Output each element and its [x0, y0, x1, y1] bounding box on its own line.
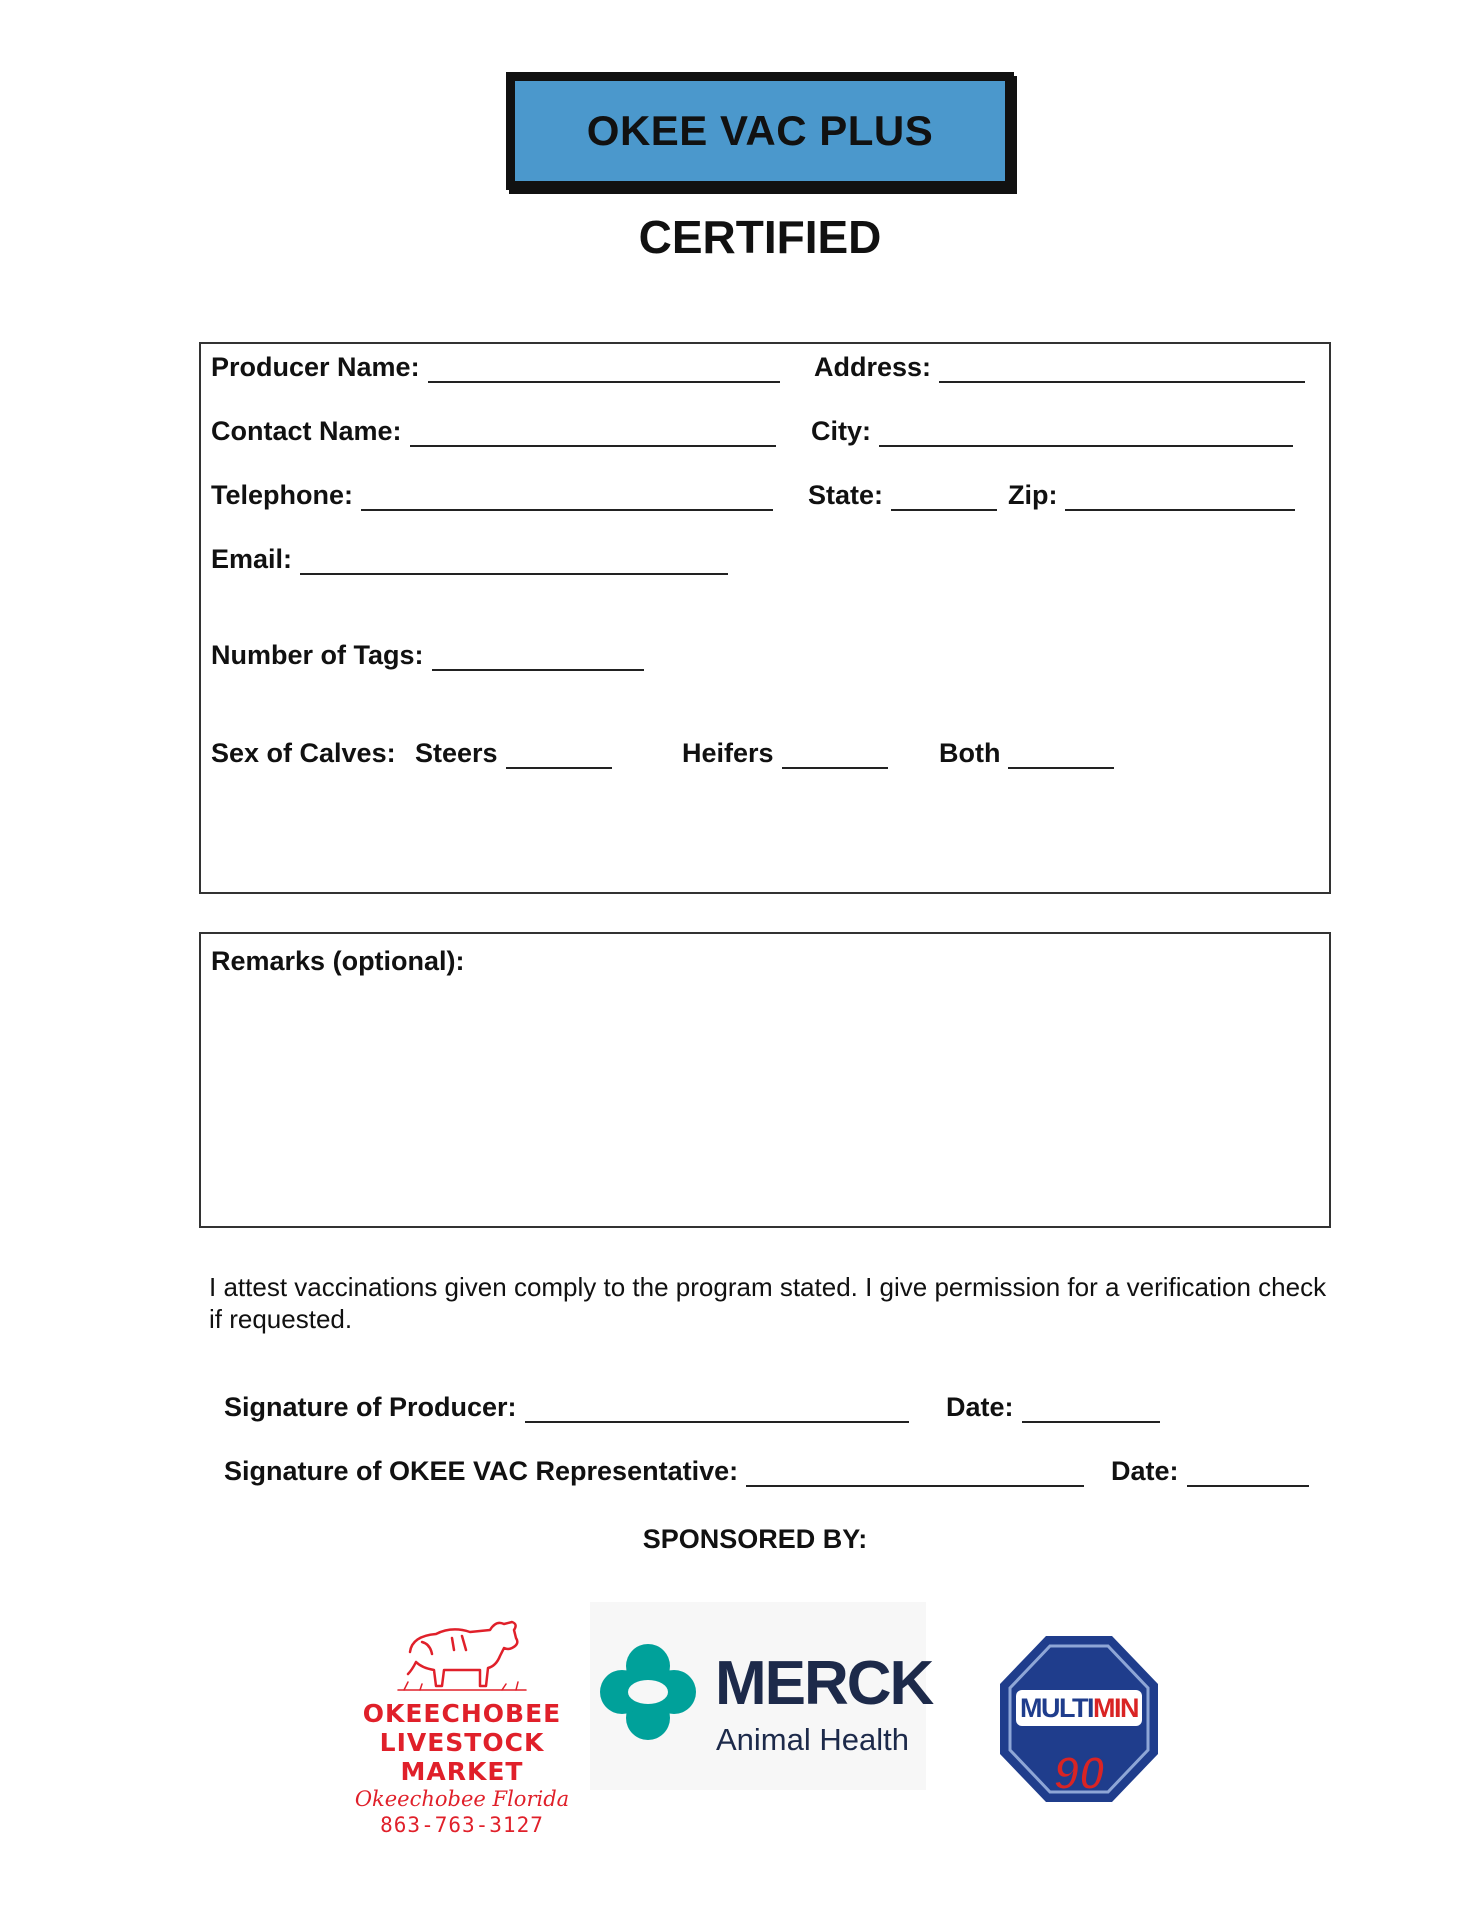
- telephone-field[interactable]: [211, 480, 773, 511]
- remarks-box[interactable]: [199, 932, 1331, 1228]
- both-field[interactable]: [939, 738, 1114, 769]
- multimin-90-logo: [994, 1632, 1164, 1812]
- steers-field[interactable]: [415, 738, 612, 769]
- multimin-name-part1: MULTI: [1020, 1693, 1093, 1723]
- heifers-label: Heifers: [682, 738, 774, 768]
- email-label: Email:: [211, 544, 293, 574]
- merck-name: MERCK: [715, 1649, 933, 1718]
- remarks-label: Remarks (optional):: [211, 946, 465, 976]
- zip-line[interactable]: [1065, 487, 1295, 511]
- program-title-banner: [506, 72, 1014, 190]
- steers-line[interactable]: [506, 745, 612, 769]
- sex-of-calves-label: Sex of Calves:: [211, 738, 396, 768]
- producer-signature-field[interactable]: [224, 1392, 909, 1423]
- representative-date-line[interactable]: [1187, 1463, 1309, 1487]
- okeechobee-livestock-logo: [346, 1614, 578, 1837]
- representative-signature-label: Signature of OKEE VAC Representative:: [224, 1456, 739, 1486]
- number-of-tags-field[interactable]: [211, 640, 644, 671]
- city-line[interactable]: [879, 423, 1293, 447]
- steers-label: Steers: [415, 738, 498, 768]
- address-label: Address:: [814, 352, 932, 382]
- okeechobee-line1: OKEECHOBEE: [362, 1699, 562, 1728]
- representative-signature-line[interactable]: [746, 1463, 1084, 1487]
- state-label: State:: [808, 480, 884, 510]
- producer-name-label: Producer Name:: [211, 352, 420, 382]
- representative-date-field[interactable]: [1111, 1456, 1309, 1487]
- producer-date-line[interactable]: [1022, 1399, 1160, 1423]
- sponsored-by-heading: SPONSORED BY:: [642, 1524, 868, 1554]
- producer-signature-label: Signature of Producer:: [224, 1392, 517, 1422]
- contact-name-label: Contact Name:: [211, 416, 402, 446]
- both-label: Both: [939, 738, 1001, 768]
- program-title: OKEE VAC PLUS: [586, 107, 934, 154]
- city-field[interactable]: [811, 416, 1293, 447]
- representative-date-label: Date:: [1111, 1456, 1179, 1486]
- okeechobee-line3: MARKET: [400, 1757, 524, 1786]
- email-field[interactable]: [211, 544, 728, 575]
- producer-signature-line[interactable]: [525, 1399, 909, 1423]
- number-of-tags-label: Number of Tags:: [211, 640, 424, 670]
- multimin-label: [1016, 1690, 1142, 1726]
- email-line[interactable]: [300, 551, 728, 575]
- address-field[interactable]: [814, 352, 1305, 383]
- multimin-number: 90: [1053, 1747, 1105, 1799]
- state-field[interactable]: [808, 480, 997, 511]
- both-line[interactable]: [1008, 745, 1114, 769]
- state-line[interactable]: [891, 487, 997, 511]
- producer-info-box: [199, 342, 1331, 894]
- zip-label: Zip:: [1008, 480, 1058, 510]
- telephone-line[interactable]: [361, 487, 773, 511]
- bull-icon: [392, 1614, 532, 1694]
- merck-emblem-icon: [598, 1642, 698, 1742]
- contact-name-line[interactable]: [410, 423, 776, 447]
- heifers-field[interactable]: [682, 738, 888, 769]
- zip-field[interactable]: [1008, 480, 1295, 511]
- address-line[interactable]: [939, 359, 1305, 383]
- producer-name-line[interactable]: [428, 359, 780, 383]
- attestation-text: I attest vaccinations given comply to the program stated. I give permission for a verification check if requested.: [209, 1272, 1327, 1334]
- okeechobee-location: Okeechobee Florida: [354, 1787, 570, 1811]
- heifers-line[interactable]: [782, 745, 888, 769]
- okeechobee-line2: LIVESTOCK: [379, 1728, 545, 1757]
- producer-date-label: Date:: [946, 1392, 1014, 1422]
- okeechobee-phone: 863-763-3127: [380, 1813, 544, 1837]
- representative-signature-field[interactable]: [224, 1456, 1084, 1487]
- contact-name-field[interactable]: [211, 416, 776, 447]
- producer-date-field[interactable]: [946, 1392, 1160, 1423]
- merck-subtitle: Animal Health: [716, 1722, 909, 1757]
- producer-name-field[interactable]: [211, 352, 780, 383]
- number-of-tags-line[interactable]: [432, 647, 644, 671]
- merck-animal-health-logo: [590, 1602, 933, 1790]
- multimin-name-part2: MIN: [1092, 1693, 1138, 1723]
- telephone-label: Telephone:: [211, 480, 354, 510]
- certified-heading: CERTIFIED: [638, 211, 882, 263]
- city-label: City:: [811, 416, 871, 446]
